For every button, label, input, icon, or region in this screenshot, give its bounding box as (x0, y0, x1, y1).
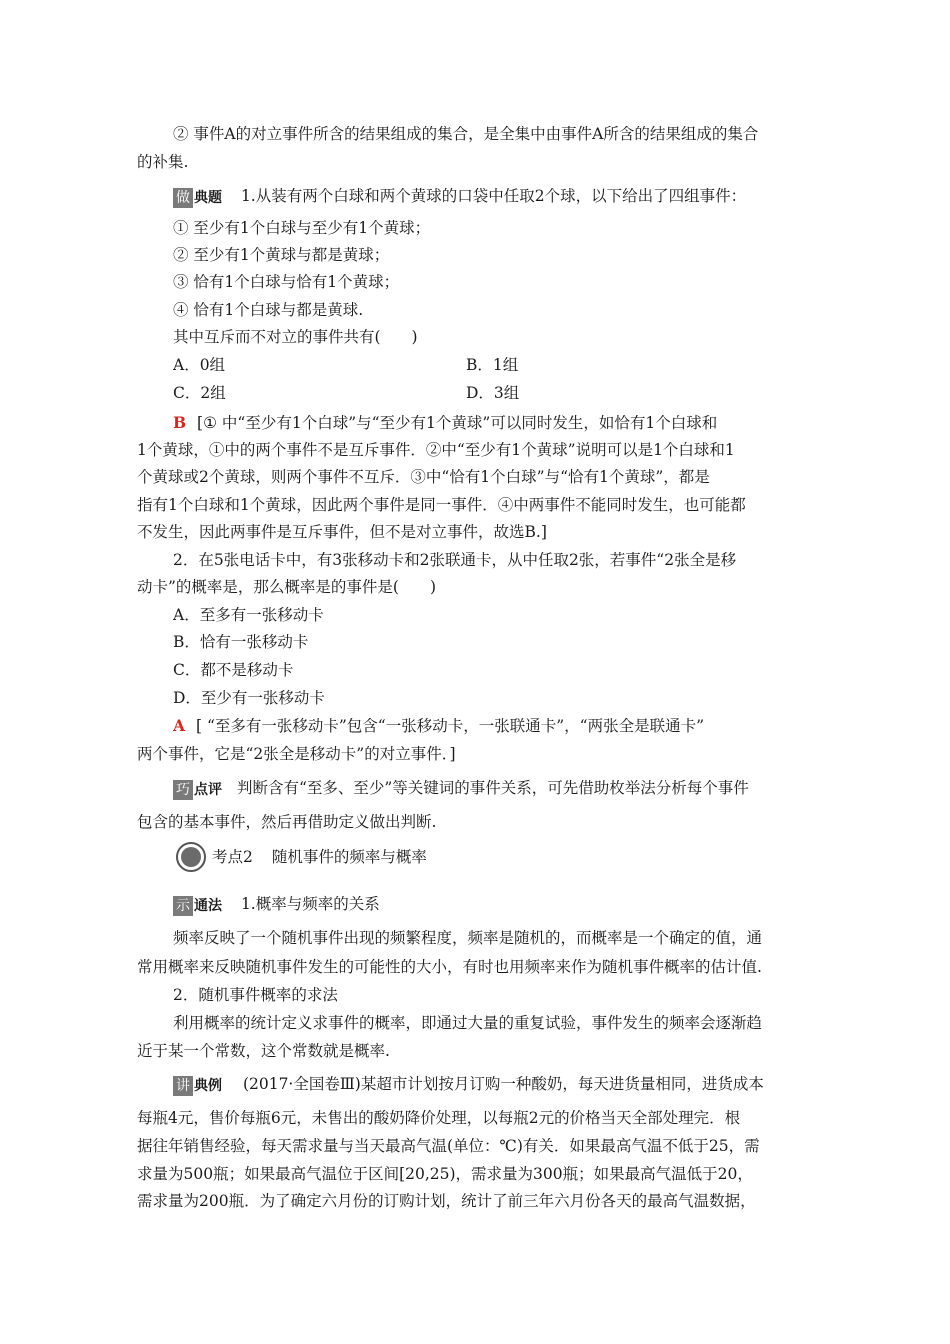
q2-option-d: D．至少有一张移动卡 (173, 689, 325, 707)
q1-explanation-line: 1个黄球，①中的两个事件不是互斥事件．②中“至少有1个黄球”说明可以是1个白球和1 (137, 441, 735, 459)
paragraph-line: 的补集. (137, 153, 189, 171)
shi-tongfa-tag: 示 通法 (173, 892, 222, 918)
q1-option-a: A．0组 (173, 356, 226, 374)
q2-option-b: B．恰有一张移动卡 (173, 633, 309, 651)
q1-item: ① 至少有1个白球与至少有1个黄球； (173, 219, 431, 237)
q1-option-d: D．3组 (466, 384, 520, 402)
qiao-dianping-tag: 巧 点评 (173, 776, 222, 802)
q2-option-c: C．都不是移动卡 (173, 661, 294, 679)
q1-item: ② 至少有1个黄球与都是黄球； (173, 246, 390, 264)
q1-option-b: B．1组 (466, 356, 519, 374)
method-heading: 2．随机事件概率的求法 (173, 986, 338, 1004)
example-line: 每瓶4元，售价每瓶6元，未售出的酸奶降价处理，以每瓶2元的价格当天全部处理完．根 (137, 1109, 741, 1127)
kaodian-title: 随机事件的频率与概率 (271, 848, 427, 866)
q2-explanation-line: 两个事件，它是“2张全是移动卡”的对立事件．] (137, 745, 456, 763)
q1-explanation-line: 指有1个白球和1个黄球，因此两个事件是同一事件．④中两事件不能同时发生，也可能都 (137, 496, 746, 514)
q2-answer: A (173, 716, 186, 735)
kaodian-circle-icon (176, 842, 206, 872)
review-line: 包含的基本事件，然后再借助定义做出判断. (137, 813, 437, 831)
method-heading-line: 示 通法 1.概率与频率的关系 (173, 890, 817, 918)
review-line: 巧 点评 判断含有“至多、至少”等关键词的事件关系，可先借助枚举法分析每个事件 (173, 774, 817, 802)
q1-answer: B (173, 413, 187, 432)
q1-item: ④ 恰有1个白球与都是黄球. (173, 301, 364, 319)
example-line: 需求量为200瓶．为了确定六月份的订购计划，统计了前三年六月份各天的最高气温数据， (137, 1192, 756, 1210)
q1-explanation-line: 个黄球或2个黄球，则两个事件不互斥．③中“恰有1个白球”与“恰有1个黄球”，都是 (137, 468, 710, 486)
q2-stem-line: 动卡”的概率是，那么概率是的事件是( ) (137, 578, 437, 596)
method-paragraph-line: 常用概率来反映随机事件发生的可能性的大小，有时也用频率来作为随机事件概率的估计值. (137, 958, 762, 976)
q1-stem: 1.从装有两个白球和两个黄球的口袋中任取2个球，以下给出了四组事件： (240, 187, 747, 205)
q1-question: 其中互斥而不对立的事件共有( ) (173, 328, 418, 346)
zuo-dianti-tag: 做 典题 (173, 184, 222, 210)
q2-explanation-line: A [ “至多有一张移动卡”包含“一张移动卡，一张联通卡”，“两张全是联通卡” (173, 716, 704, 735)
kaodian-heading (212, 843, 427, 871)
jiang-dianli-tag: 讲 典例 (173, 1072, 222, 1098)
q1-stem-line (173, 182, 817, 210)
q1-item: ③ 恰有1个白球与恰有1个黄球； (173, 273, 400, 291)
q2-stem-line: 2．在5张电话卡中，有3张移动卡和2张联通卡，从中任取2张，若事件“2张全是移 (173, 551, 737, 569)
q1-option-c: C．2组 (173, 384, 226, 402)
q1-explanation-line: 不发生，因此两事件是互斥事件，但不是对立事件，故选B.] (137, 523, 547, 541)
q1-explanation-line: B [① 中“至少有1个白球”与“至少有1个黄球”可以同时发生，如恰有1个白球和 (173, 413, 718, 432)
method-paragraph-line: 频率反映了一个随机事件出现的频繁程度，频率是随机的，而概率是一个确定的值，通 (173, 929, 763, 947)
example-line: 据往年销售经验，每天需求量与当天最高气温(单位：℃)有关．如果最高气温不低于25，需 (137, 1137, 760, 1155)
example-line: 讲 典例 (2017·全国卷Ⅲ)某超市计划按月订购一种酸奶，每天进货量相同，进货成本 (173, 1070, 817, 1098)
method-paragraph-line: 利用概率的统计定义求事件的概率，即通过大量的重复试验，事件发生的频率会逐渐趋 (173, 1014, 763, 1032)
paragraph-line: ② 事件A的对立事件所含的结果组成的集合，是全集中由事件A所含的结果组成的集合 (173, 125, 759, 143)
example-line: 求量为500瓶；如果最高气温位于区间[20,25)，需求量为300瓶；如果最高气温低于20， (137, 1165, 753, 1183)
q2-option-a: A．至多有一张移动卡 (173, 606, 324, 624)
method-paragraph-line: 近于某一个常数，这个常数就是概率. (137, 1042, 390, 1060)
kaodian-label: 考点2 (212, 848, 253, 866)
